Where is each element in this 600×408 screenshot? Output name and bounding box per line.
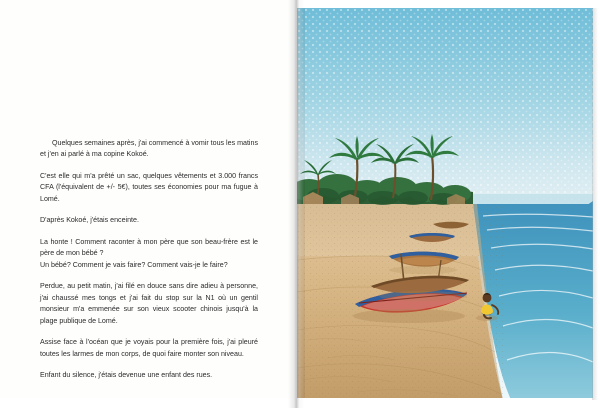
page-edge-shadow xyxy=(592,8,598,400)
paragraph: C'est elle qui m'a prêté un sac, quelques vêtements et 3.000 francs CFA (l'équivalent de +/- 5€), toutes ses économies pour ma fugue à Lomé. xyxy=(40,171,258,203)
page-bottom-margin xyxy=(0,398,600,408)
paragraph: Assise face à l'océan que je voyais pour la première fois, j'ai pleuré toutes les larmes de mon corps, de quoi faire monter son niveau. xyxy=(40,338,258,358)
paragraph: D'après Kokoé, j'étais enceinte. xyxy=(40,216,139,225)
paragraph: Un bébé? Comment je vais faire? Comment vais-je le faire? xyxy=(40,260,228,269)
paragraph: La honte ! Comment raconter à mon père que son beau-frère est le père de mon bébé ? xyxy=(40,237,258,258)
paragraph: Enfant du silence, j'étais devenue une enfant des rues. xyxy=(40,371,213,380)
body-text-column xyxy=(40,138,258,392)
right-page xyxy=(297,8,593,400)
paragraph: Perdue, au petit matin, j'ai filé en douce sans dire adieu à personne, j'ai chaussé mes tongs et j'ai fait du stop sur la N1 où un gentil monsieur m'a emmenée sur son vieux scooter chinois jusqu'à la plage publique de Lomé. xyxy=(40,282,258,325)
paragraph: Quelques semaines après, j'ai commencé à vomir tous les matins et j'en ai parlé à ma copine Kokoé. xyxy=(40,139,258,159)
beach-scene-illustration xyxy=(297,8,593,400)
left-page xyxy=(0,0,296,408)
